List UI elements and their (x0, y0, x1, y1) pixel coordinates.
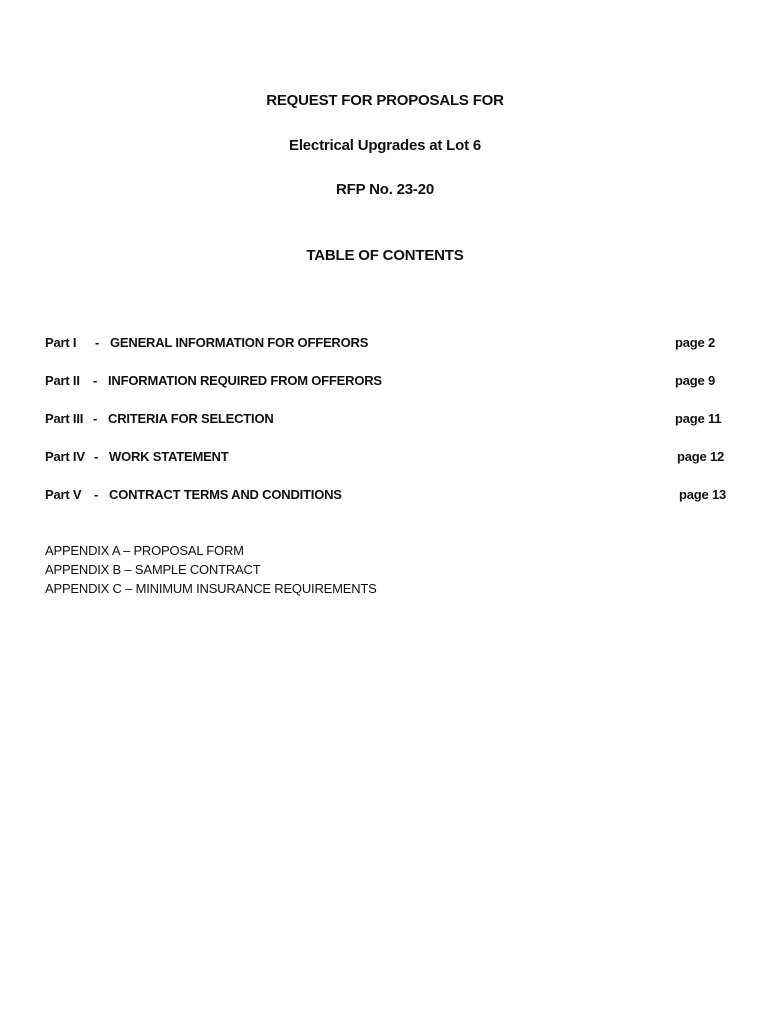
toc-page-ref: page 13 (679, 487, 727, 502)
rfp-number: RFP No. 23-20 (336, 181, 434, 198)
toc-dash: - (93, 411, 98, 426)
toc-row (0, 335, 770, 355)
toc-page-ref: page 2 (675, 335, 715, 350)
appendix-item: APPENDIX C – MINIMUM INSURANCE REQUIREMENTS (45, 581, 377, 596)
toc-page-ref: page 11 (675, 411, 722, 426)
toc-part-label: Part V (45, 487, 82, 502)
toc-dash: - (93, 373, 98, 388)
appendix-item: APPENDIX A – PROPOSAL FORM (45, 543, 244, 558)
project-name: Electrical Upgrades at Lot 6 (289, 137, 481, 154)
toc-heading: TABLE OF CONTENTS (306, 247, 464, 264)
toc-section-title: CONTRACT TERMS AND CONDITIONS (109, 487, 342, 502)
toc-part-label: Part IV (45, 449, 85, 464)
toc-part-label: Part II (45, 373, 80, 388)
toc-page-ref: page 9 (675, 373, 715, 388)
toc-part-label: Part III (45, 411, 84, 426)
toc-section-title: CRITERIA FOR SELECTION (108, 411, 274, 426)
appendix-item: APPENDIX B – SAMPLE CONTRACT (45, 562, 261, 577)
toc-section-title: GENERAL INFORMATION FOR OFFERORS (110, 335, 369, 350)
toc-dash: - (94, 487, 99, 502)
toc-part-label: Part I (45, 335, 77, 350)
toc-row (0, 449, 770, 469)
toc-row (0, 411, 770, 431)
toc-row (0, 487, 770, 507)
toc-section-title: WORK STATEMENT (109, 449, 229, 464)
toc-page-ref: page 12 (677, 449, 725, 464)
toc-section-title: INFORMATION REQUIRED FROM OFFERORS (108, 373, 382, 388)
toc-row (0, 373, 770, 393)
document-title: REQUEST FOR PROPOSALS FOR (266, 92, 504, 109)
toc-dash: - (95, 335, 100, 350)
toc-dash: - (94, 449, 99, 464)
